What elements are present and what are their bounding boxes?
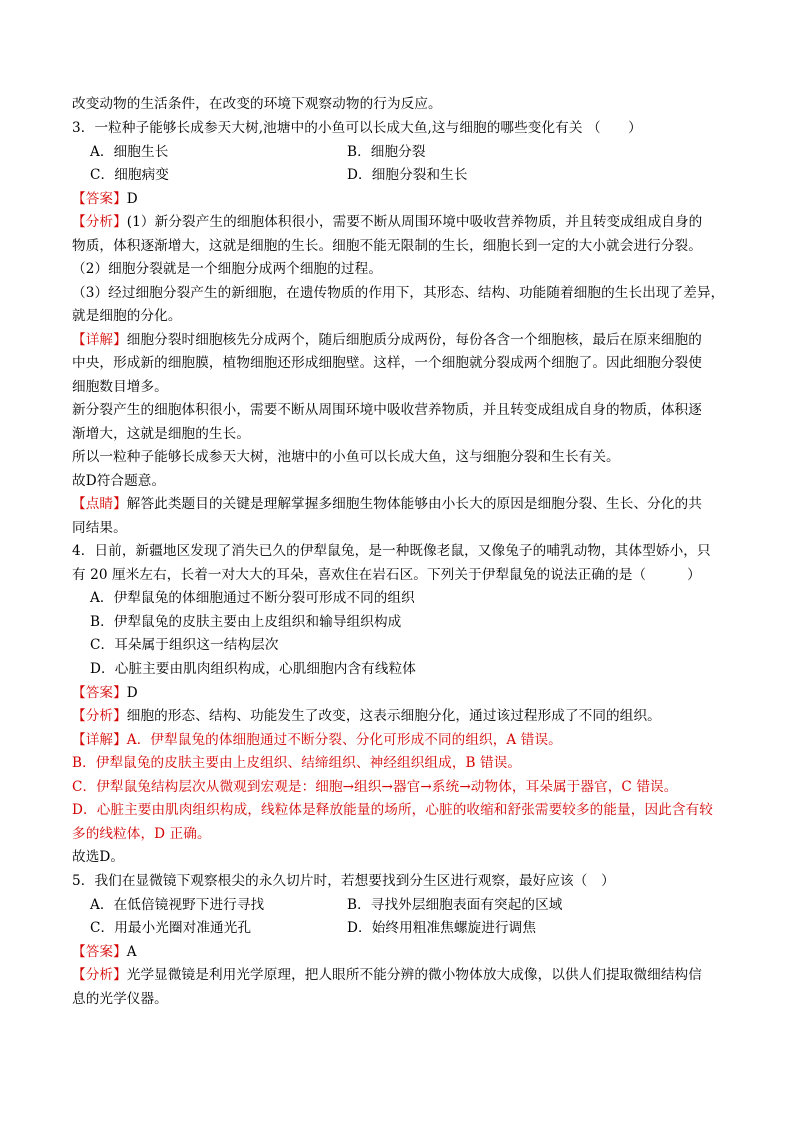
analysis-tag: 【分析】 — [72, 967, 127, 983]
tip-text: 解答此类题目的关键是理解掌握多细胞生物体能够由小长大的原因是细胞分裂、生长、分化的共 — [126, 496, 702, 512]
q3-analysis-line-2: 物质，体积逐渐增大，这就是细胞的生长。细胞不能无限制的生长，细胞长到一定的大小就会进行分裂。 — [72, 238, 702, 254]
q3-option-c: C．细胞病变 — [90, 167, 169, 183]
q5-option-d: D．始终用粗准焦螺旋进行调焦 — [347, 920, 537, 936]
q3-detail-line-1 — [72, 331, 702, 349]
q4-option-d: D．心脏主要由肌肉组织构成，心肌细胞内含有线粒体 — [90, 661, 416, 677]
answer-value: D — [126, 685, 138, 701]
detail-tag: 【详解】 — [72, 732, 127, 748]
q3-detail-line-5: 渐增大，这就是细胞的生长。 — [72, 426, 251, 442]
q3-tip-line-2: 同结果。 — [72, 520, 127, 536]
q3-detail-line-6: 所以一粒种子能够长成参天大树，池塘中的小鱼可以长成大鱼，这与细胞分裂和生长有关。 — [72, 449, 620, 465]
answer-tag: 【答案】 — [72, 685, 127, 701]
q5-option-c: C．用最小光圈对准通光孔 — [90, 920, 252, 936]
q3-detail-line-4: 新分裂产生的细胞体积很小，需要不断从周围环境中吸收营养物质，并且转变成组成自身的物质，体积逐 — [72, 402, 702, 418]
answer-value: D — [126, 191, 138, 207]
q3-analysis-line-3: （2）细胞分裂就是一个细胞分成两个细胞的过程。 — [72, 261, 383, 277]
analysis-text: 光学显微镜是利用光学原理，把人眼所不能分辨的微小物体放大成像，以供人们提取微细结构信 — [126, 967, 702, 983]
intro-line: 改变动物的生活条件，在改变的环境下观察动物的行为反应。 — [72, 96, 442, 112]
q4-detail-line-4: D．心脏主要由肌肉组织构成，线粒体是释放能量的场所，心脏的收缩和舒张需要较多的能量，因此含有较 — [72, 802, 713, 818]
q3-option-d: D．细胞分裂和生长 — [347, 167, 468, 183]
detail-tag: 【详解】 — [72, 332, 127, 348]
q3-analysis-line-1 — [72, 213, 702, 231]
q4-analysis-line-1 — [72, 707, 661, 725]
q4-option-b: B．伊犁鼠兔的皮肤主要由上皮组织和输导组织构成 — [90, 614, 402, 630]
question-4-stem-line-2: 有 20 厘米左右，长着一对大大的耳朵，喜欢住在岩石区。下列关于伊犁鼠兔的说法正确的是（ ） — [72, 567, 701, 583]
analysis-text: 细胞的形态、结构、功能发生了改变，这表示细胞分化，通过该过程形成了不同的组织。 — [126, 708, 661, 724]
q3-answer — [72, 190, 138, 208]
q4-answer — [72, 684, 138, 702]
detail-text: A．伊犁鼠兔的体细胞通过不断分裂、分化可形成不同的组织，A 错误。 — [126, 732, 562, 748]
q5-answer — [72, 943, 137, 961]
analysis-tag: 【分析】 — [72, 214, 127, 230]
answer-tag: 【答案】 — [72, 944, 127, 960]
q3-analysis-line-5: 就是细胞的分化。 — [72, 308, 182, 324]
q4-detail-line-6: 故选D。 — [72, 849, 125, 865]
q4-detail-line-2: B．伊犁鼠兔的皮肤主要由上皮组织、结缔组织、神经组织组成，B 错误。 — [72, 755, 522, 771]
question-4-stem-line-1: 4．日前，新疆地区发现了消失已久的伊犁鼠兔，是一种既像老鼠，又像兔子的哺乳动物，其体型娇小，只 — [72, 543, 711, 559]
q4-option-c: C．耳朵属于组织这一结构层次 — [90, 637, 279, 653]
q3-tip-line-1 — [72, 495, 702, 513]
tip-tag: 【点睛】 — [72, 496, 127, 512]
q3-option-a: A．细胞生长 — [90, 144, 169, 160]
q4-detail-line-5: 多的线粒体，D 正确。 — [72, 826, 211, 842]
q5-analysis-line-2: 息的光学仪器。 — [72, 991, 168, 1007]
analysis-text: (1）新分裂产生的细胞体积很小，需要不断从周围环境中吸收营养物质，并且转变成组成自身的 — [126, 214, 703, 230]
q4-option-a: A．伊犁鼠兔的体细胞通过不断分裂可形成不同的组织 — [90, 590, 415, 606]
detail-text: 细胞分裂时细胞核先分成两个，随后细胞质分成两份，每份各含一个细胞核，最后在原来细胞的 — [126, 332, 702, 348]
question-5-stem: 5．我们在显微镜下观察根尖的永久切片时，若想要找到分生区进行观察，最好应该（ ） — [72, 873, 615, 889]
q5-option-a: A．在低倍镜视野下进行寻找 — [90, 897, 265, 913]
question-3-stem: 3．一粒种子能够长成参天大树,池塘中的小鱼可以长成大鱼,这与细胞的哪些变化有关 （ ） — [72, 120, 642, 136]
q3-analysis-line-4: （3）经过细胞分裂产生的新细胞，在遗传物质的作用下，其形态、结构、功能随着细胞的生长出现了差异， — [72, 285, 725, 301]
q3-detail-line-7: 故D符合题意。 — [72, 473, 166, 489]
q3-detail-line-3: 细胞数目增多。 — [72, 379, 168, 395]
q5-option-b: B．寻找外层细胞表面有突起的区域 — [347, 897, 563, 913]
q4-detail-line-3: C．伊犁鼠兔结构层次从微观到宏观是：细胞→组织→器官→系统→动物体，耳朵属于器官，C 错误。 — [72, 779, 678, 795]
answer-value: A — [126, 944, 137, 960]
q4-detail-line-1 — [72, 731, 562, 749]
q3-detail-line-2: 中央，形成新的细胞膜，植物细胞还形成细胞壁。这样，一个细胞就分裂成两个细胞了。因此细胞分裂使 — [72, 355, 702, 371]
q5-analysis-line-1 — [72, 966, 702, 984]
answer-tag: 【答案】 — [72, 191, 127, 207]
q3-option-b: B．细胞分裂 — [347, 144, 426, 160]
analysis-tag: 【分析】 — [72, 708, 127, 724]
